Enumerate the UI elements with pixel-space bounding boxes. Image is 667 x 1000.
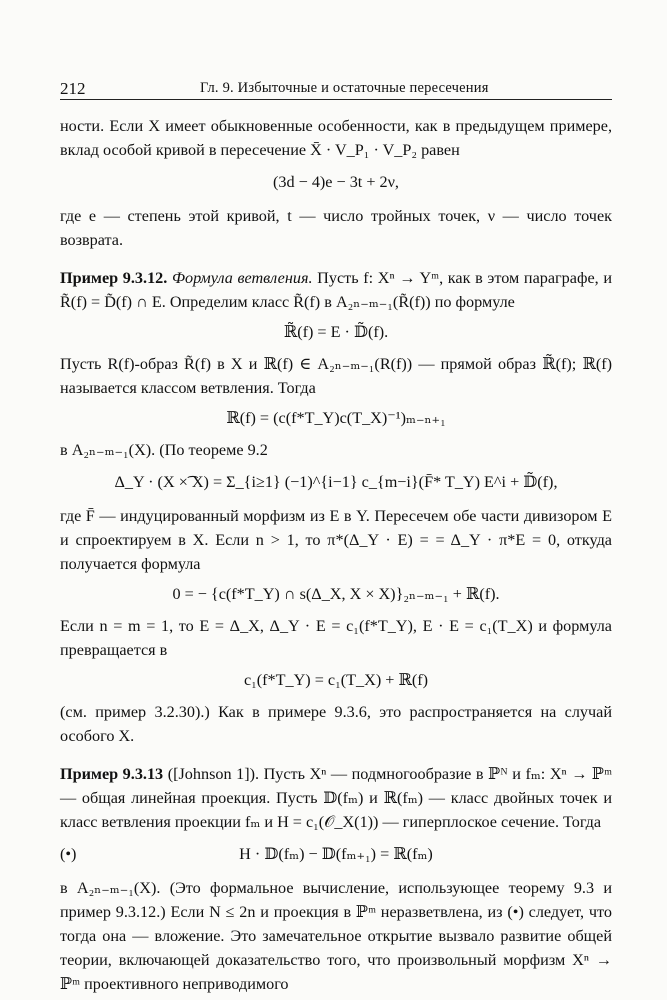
formula: c₁(f*T_Y) = c₁(T_X) + ℝ(f) <box>243 671 429 689</box>
paragraph: в A₂ₙ₋ₘ₋₁(X). (Это формальное вычисление, использующее теорему 9.3 и пример 9.3.12.) Если N ≤ 2n и проекция в ℙᵐ неразветвлена, из (•) следует, что тогда она — вложение. Это замечательное открытие вызвало развитие общей теории, включающей доказательство того, что произвольный морфизм Xⁿ → ℙᵐ проективного неприводимого <box>60 879 612 993</box>
paragraph: Если n = m = 1, то E = Δ_X, Δ_Y · E = c₁(f*T_Y), E · E = c₁(T_X) и формула превращается в <box>60 617 612 659</box>
tagged-formula <box>60 842 612 868</box>
formula: Δ_Y · (X ×͡ X) = Σ_{i≥1} (−1)^{i−1} c_{m−i}(F̄* T_Y) E^i + 𝔻̃(f), <box>114 473 558 491</box>
formula: H · 𝔻(fₘ) − 𝔻(fₘ₊₁) = ℝ(fₘ) <box>239 845 433 863</box>
paragraph: где F̄ — индуцированный морфизм из E в Y. Пересечем обе части дивизором E и спроектируем в X. Если n > 1, то π*(Δ_Y · E) = = Δ_Y · π*E = 0, откуда получается формула <box>60 507 612 573</box>
paragraph: (см. пример 3.2.30).) Как в примере 9.3.6, это распространяется на случай особого X. <box>60 703 612 745</box>
formula: 0 = − {c(f*T_Y) ∩ s(Δ_X, X × X)}₂ₙ₋ₘ₋₁ + ℝ(f). <box>172 585 500 603</box>
paragraph: в A₂ₙ₋ₘ₋₁(X). (По теореме 9.2 <box>60 441 268 459</box>
equation-tag: (•) <box>60 845 77 863</box>
paragraph: где e — степень этой кривой, t — число тройных точек, ν — число точек возврата. <box>60 207 612 249</box>
example-9-3-13 <box>60 762 612 834</box>
page-number: 212 <box>60 79 86 98</box>
example-label: Пример 9.3.12. <box>60 269 168 287</box>
example-title: Формула ветвления. <box>171 269 313 287</box>
example-text: ([Johnson 1]). Пусть Xⁿ — подмногообразие в ℙᴺ и fₘ: Xⁿ → ℙᵐ — общая линейная проекция. Пусть 𝔻(fₘ) и ℝ(fₘ) — класс двойных точек и класс ветвления проекции fₘ и H = c₁(𝒪_X(1)) — гиперплоское сечение. Тогда <box>60 765 613 831</box>
page-body <box>60 114 612 996</box>
example-label: Пример 9.3.13 <box>60 765 164 783</box>
page-header <box>60 75 612 100</box>
example-text: Пусть f: Xⁿ → Yᵐ, как в этом параграфе, и R̃(f) = D̃(f) ∩ E. Определим класс R̃(f) в A₂ₙ₋ₘ₋₁(R̃(f)) по формуле <box>60 269 612 311</box>
formula: ℝ̃(f) = E · 𝔻̃(f). <box>283 323 389 341</box>
formula: ℝ(f) = (c(f*T_Y)c(T_X)⁻¹)ₘ₋ₙ₊₁ <box>226 409 446 427</box>
running-title: Гл. 9. Избыточные и остаточные пересечения <box>200 80 489 96</box>
paragraph: Пусть R(f)-образ R̃(f) в X и ℝ(f) ∈ A₂ₙ₋ₘ₋₁(R(f)) — прямой образ ℝ̃(f); ℝ(f) называется классом ветвления. Тогда <box>60 355 612 397</box>
example-9-3-12 <box>60 266 612 314</box>
paragraph: ности. Если X имеет обыкновенные особенности, как в предыдущем примере, вклад особой кривой в пересечение X̄ · V_P₁ · V_P₂ равен <box>60 117 612 159</box>
formula: (3d − 4)e − 3t + 2ν, <box>273 173 399 191</box>
